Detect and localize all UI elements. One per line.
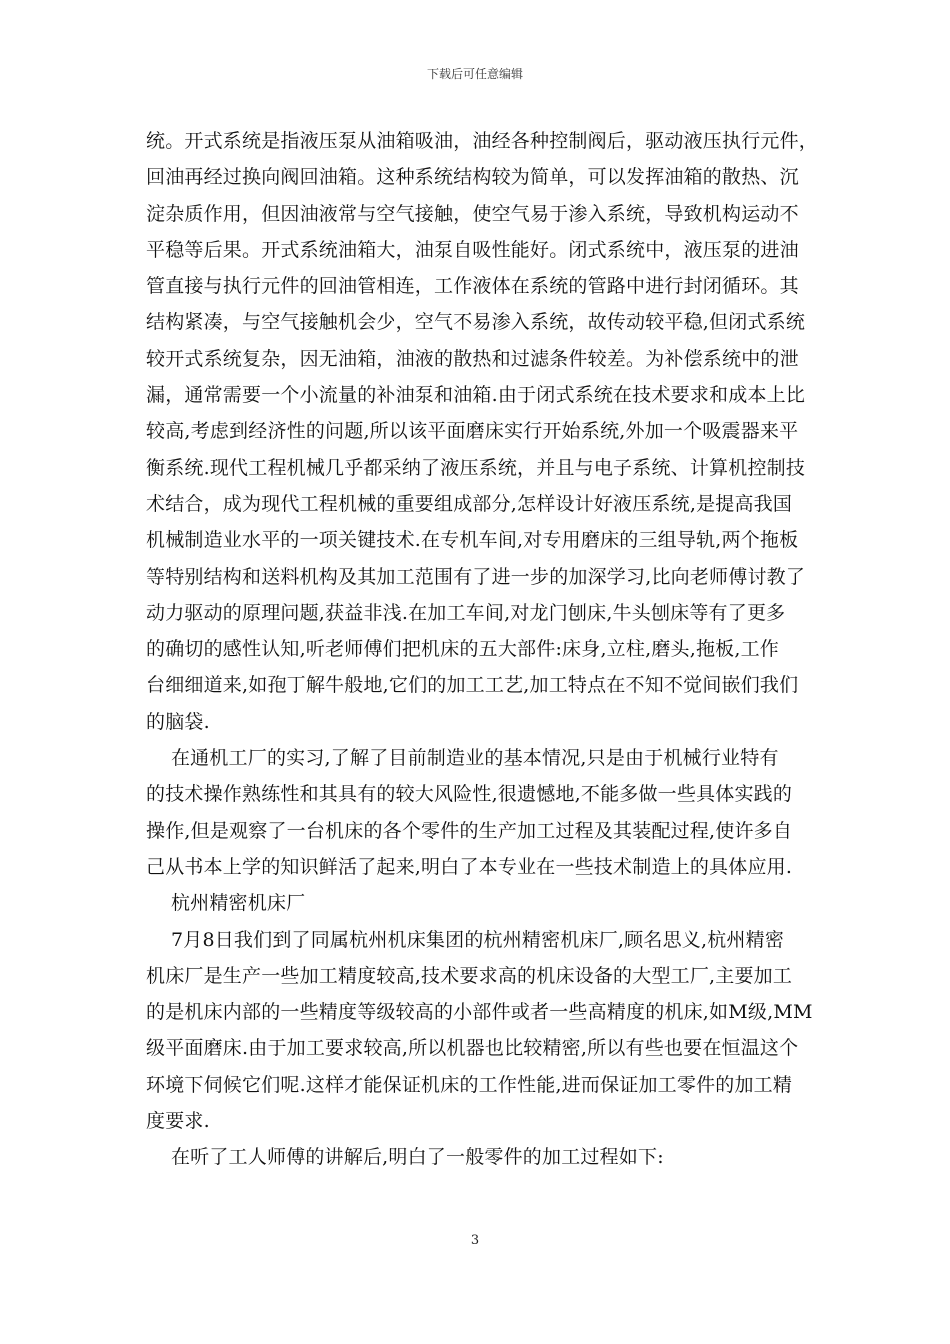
text-line: 度要求. [146,1110,210,1133]
text-line: 动力驱动的原理问题,获益非浅.在加工车间,对龙门刨床,牛头刨床等有了更多 [146,601,786,624]
text-line: 统。开式系统是指液压泵从油箱吸油，油经各种控制阀后，驱动液压执行元件， [146,130,819,152]
text-line: 7月8日我们到了同属杭州机床集团的杭州精密机床厂,顾名思义,杭州精密 [146,928,785,951]
section-heading: 杭州精密机床厂 [146,892,306,915]
text-line: 的是机床内部的一些精度等级较高的小部件或者一些高精度的机床,如M级,MM [146,1001,813,1024]
text-line: 管直接与执行元件的回油管相连，工作液体在系统的管路中进行封闭循环。其 [146,275,799,298]
text-line: 等特别结构和送料机构及其加工范围有了进一步的加深学习,比向老师傅讨教了 [146,565,806,588]
text-line: 级平面磨床.由于加工要求较高,所以机器也比较精密,所以有些也要在恒温这个 [146,1037,799,1060]
text-line: 环境下伺候它们呢.这样才能保证机床的工作性能,进而保证加工零件的加工精 [146,1073,793,1096]
text-line: 衡系统.现代工程机械几乎都采纳了液压系统，并且与电子系统、计算机控制技 [146,456,806,479]
text-line: 较高,考虑到经济性的问题,所以该平面磨床实行开始系统,外加一个吸震器来平 [146,420,799,443]
text-line: 的技术操作熟练性和其具有的较大风险性,很遗憾地,不能多做一些具体实践的 [146,783,793,806]
text-line: 操作,但是观察了一台机床的各个零件的生产加工过程及其装配过程,使许多自 [146,819,793,842]
text-line: 在听了工人师傅的讲解后,明白了一般零件的加工过程如下: [146,1146,664,1169]
text-line: 的确切的感性认知,听老师傅们把机床的五大部件:床身,立柱,磨头,拖板,工作 [146,638,780,661]
text-line: 机床厂是生产一些加工精度较高,技术要求高的机床设备的大型工厂,主要加工 [146,964,793,987]
text-line: 的脑袋. [146,710,210,733]
document-body [146,123,819,1176]
text-line: 淀杂质作用，但因油液常与空气接触，使空气易于渗入系统，导致机构运动不 [146,202,799,225]
text-line: 术结合，成为现代工程机械的重要组成部分,怎样设计好液压系统,是提高我国 [146,492,793,515]
page-number: 3 [470,1233,480,1248]
text-line: 较开式系统复杂，因无油箱，油液的散热和过滤条件较差。为补偿系统中的泄 [146,347,799,370]
text-line: 漏，通常需要一个小流量的补油泵和油箱.由于闭式系统在技术要求和成本上比 [146,384,806,407]
text-line: 平稳等后果。开式系统油箱大，油泵自吸性能好。闭式系统中，液压泵的进油 [146,238,799,261]
text-line: 机械制造业水平的一项关键技术.在专机车间,对专用磨床的三组导轨,两个拖板 [146,529,799,552]
text-line: 台细细道来,如孢丁解牛般地,它们的加工工艺,加工特点在不知不觉间嵌们我们 [146,674,799,697]
text-line: 己从书本上学的知识鲜活了起来,明白了本专业在一些技术制造上的具体应用. [146,855,793,878]
text-line: 结构紧凑，与空气接触机会少，空气不易渗入系统，故传动较平稳,但闭式系统 [146,311,806,334]
text-line: 回油再经过换向阀回油箱。这种系统结构较为简单，可以发挥油箱的散热、沉 [146,166,799,189]
text-line: 在通机工厂的实习,了解了目前制造业的基本情况,只是由于机械行业特有 [146,747,779,770]
page-header: 下载后可任意编辑 [426,67,523,81]
